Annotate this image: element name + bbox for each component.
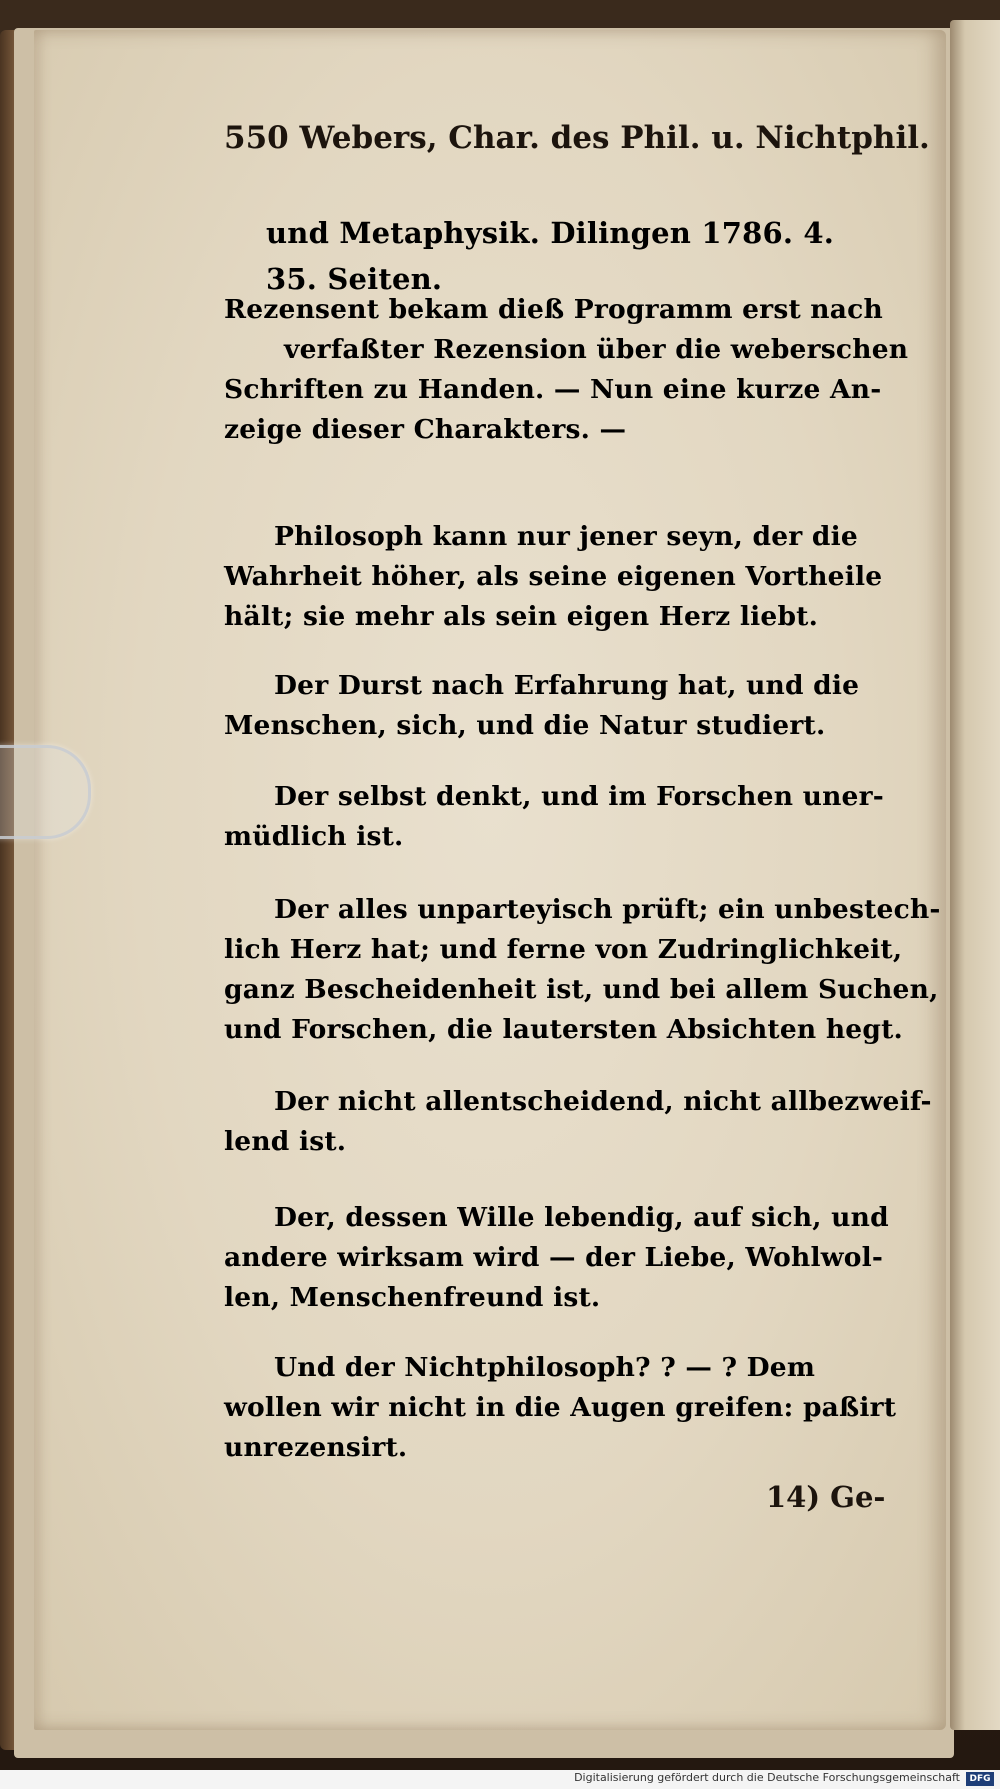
paragraph-5 <box>224 890 941 1050</box>
text-line: andere wirksam wird — der Liebe, Wohlwol- <box>224 1242 884 1273</box>
text-line: Der selbst denkt, und im Forschen uner- <box>274 781 884 812</box>
entry-head-line: und Metaphysik. Dilingen 1786. 4. <box>266 216 835 250</box>
text-line: hält; sie mehr als sein eigen Herz liebt. <box>224 601 819 632</box>
text-line: müdlich ist. <box>224 821 404 852</box>
paragraph-8 <box>224 1348 897 1468</box>
text-line: Menschen, sich, und die Natur studiert. <box>224 710 826 741</box>
text-line: Schriften zu Handen. — Nun eine kurze An- <box>224 374 882 405</box>
text-line: ganz Bescheidenheit ist, und bei allem Suchen, <box>224 974 939 1005</box>
entry-head-line: 35. Seiten. <box>266 262 443 296</box>
adjacent-page-edge <box>950 20 1000 1730</box>
text-line: Und der Nichtphilosoph? ? — ? Dem <box>274 1352 816 1383</box>
dfg-logo: DFG <box>966 1772 994 1786</box>
text-line: Philosoph kann nur jener seyn, der die <box>274 521 858 552</box>
paragraph-7 <box>224 1198 889 1318</box>
paragraph-1 <box>224 290 909 450</box>
text-line: lend ist. <box>224 1126 347 1157</box>
text-line: Der alles unparteyisch prüft; ein unbestech- <box>274 894 941 925</box>
text-line: lich Herz hat; und ferne von Zudringlichkeit, <box>224 934 903 965</box>
paragraph-4 <box>224 777 884 857</box>
page-clip <box>0 745 91 839</box>
text-line: zeige dieser Charakters. — <box>224 414 627 445</box>
text-line: Der nicht allentscheidend, nicht allbezweif- <box>274 1086 932 1117</box>
text-line: Der Durst nach Erfahrung hat, und die <box>274 670 860 701</box>
footer-credit: Digitalisierung gefördert durch die Deutsche Forschungsgemeinschaft <box>574 1771 960 1784</box>
catchword: 14) Ge- <box>766 1480 886 1514</box>
text-line: len, Menschenfreund ist. <box>224 1282 601 1313</box>
text-line: Der, dessen Wille lebendig, auf sich, und <box>274 1202 889 1233</box>
text-line: und Forschen, die lautersten Absichten hegt. <box>224 1014 903 1045</box>
paragraph-3 <box>224 666 884 746</box>
text-line: unrezensirt. <box>224 1432 408 1463</box>
paragraph-2 <box>224 517 884 637</box>
text-line: wollen wir nicht in die Augen greifen: paßirt <box>224 1392 897 1423</box>
text-line: Rezensent bekam dieß Programm erst nach <box>224 294 883 325</box>
text-line: Wahrheit höher, als seine eigenen Vortheile <box>224 561 883 592</box>
running-head: 550 Webers, Char. des Phil. u. Nichtphil. <box>224 120 930 156</box>
paragraph-6 <box>224 1082 932 1162</box>
text-line: verfaßter Rezension über die weberschen <box>284 334 909 365</box>
entry-head <box>266 210 834 302</box>
